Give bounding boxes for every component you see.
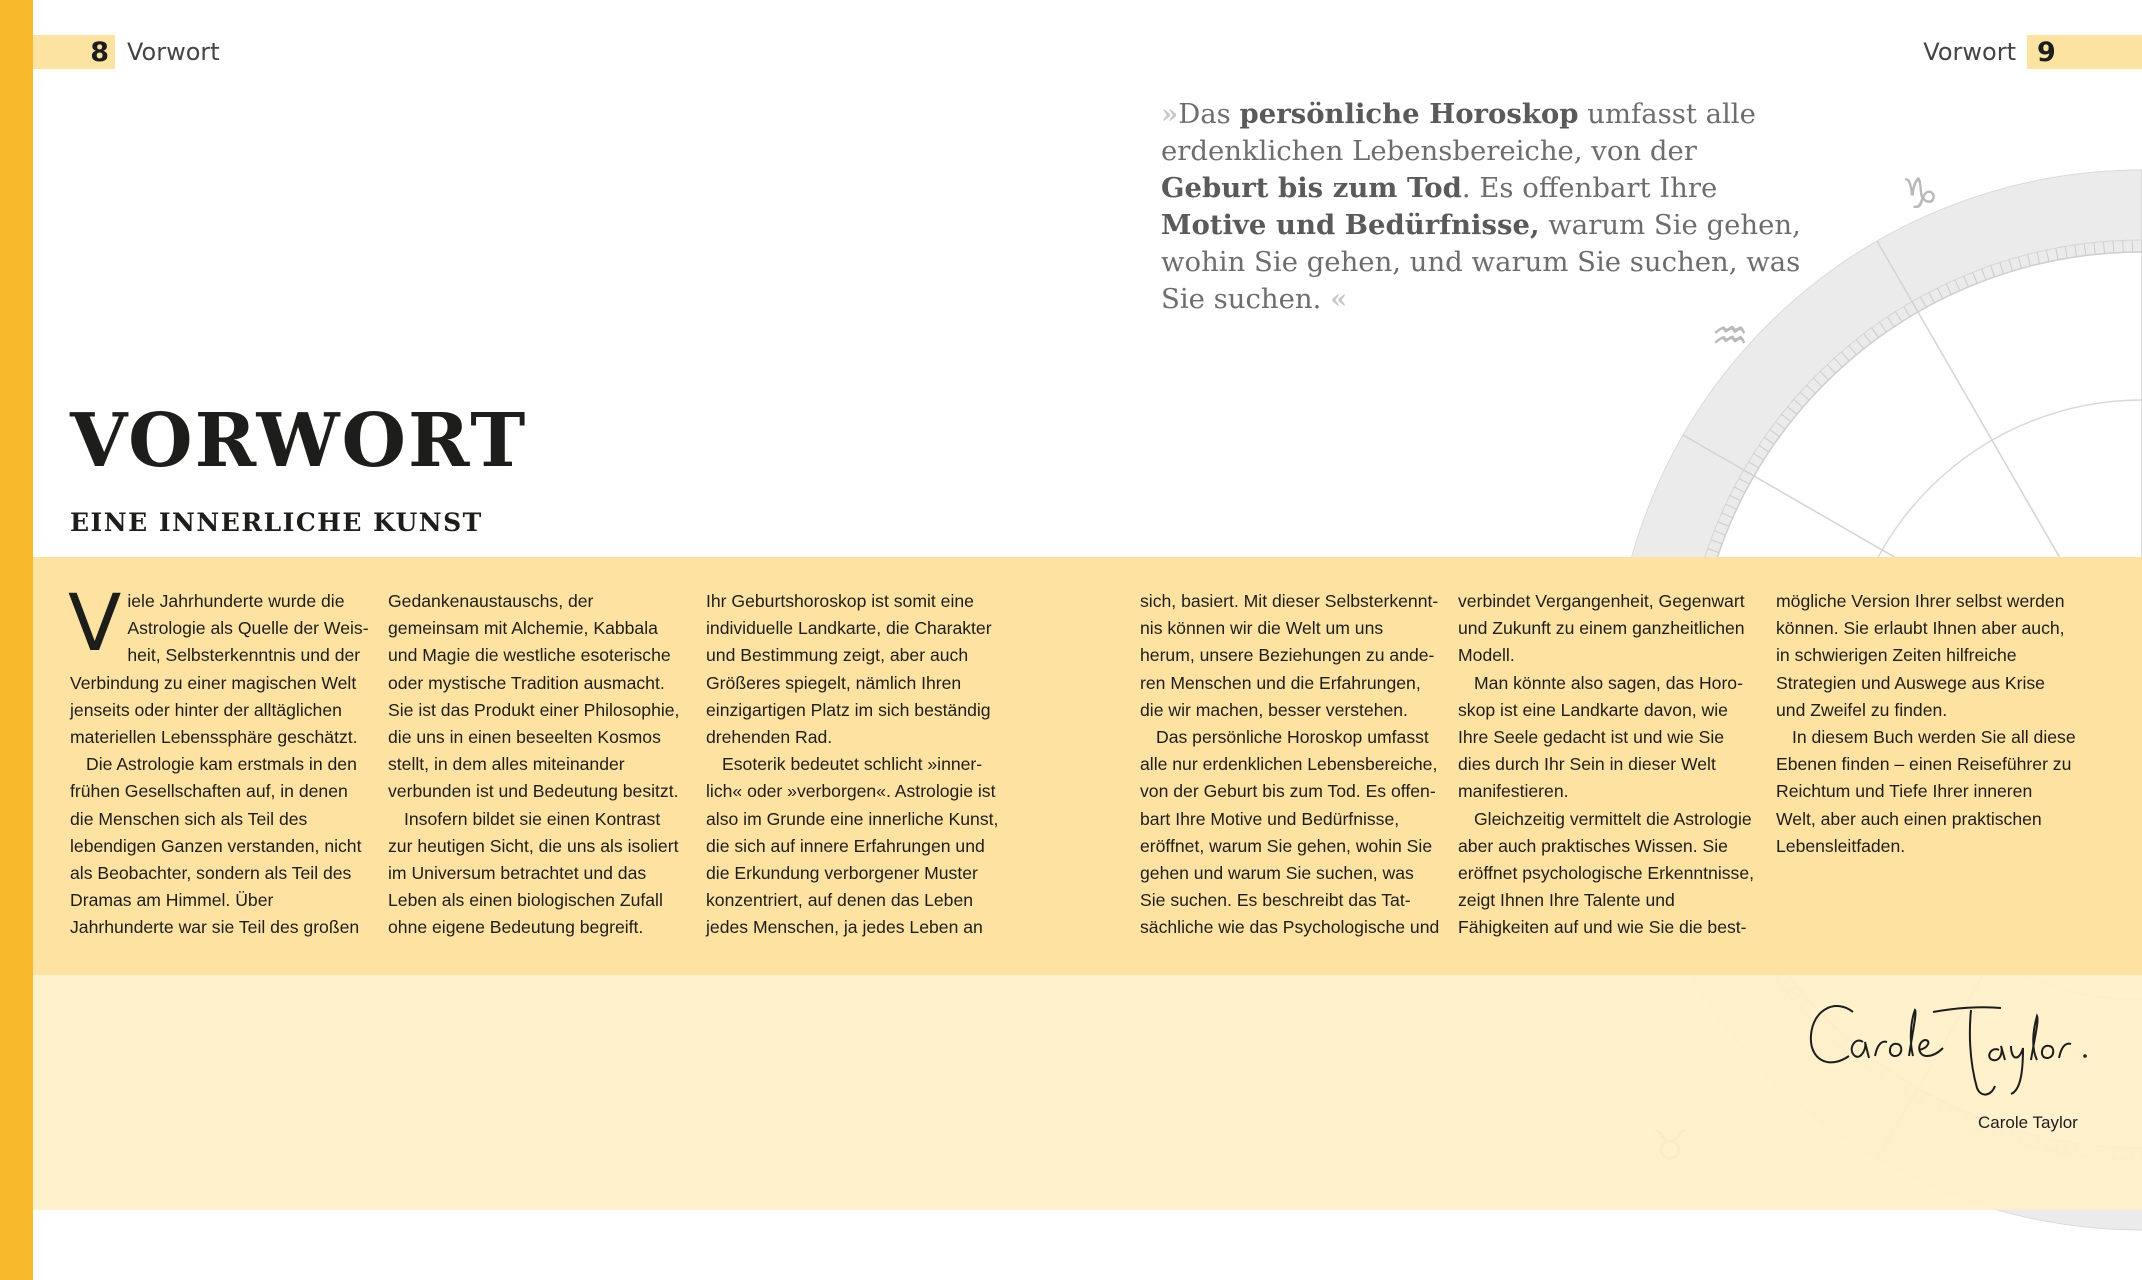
paragraph: Das persönliche Horoskop umfasst alle nur erdenklichen Lebensbereiche, von der Geburt bis zum Tod. Es offenbart Ihre Motive und Bedürfnisse, eröffnet, warum Sie gehen, wohin Sie gehen und warum Sie suchen, was Sie suchen. Es beschreibt das Tatsächliche wie das Psychologische und bbox=[1140, 727, 1440, 938]
quote-open-mark: » bbox=[1161, 98, 1179, 130]
quote-close-mark: « bbox=[1330, 283, 1348, 315]
paragraph: Ihr Geburtshoroskop ist somit eine individuelle Landkarte, die Charakter und Bestimmung zeigt, aber auch Größeres spiegelt, nämlich Ihren einzigartigen Platz im sich beständig drehenden Rad. bbox=[706, 591, 992, 748]
paragraph: mögliche Version Ihrer selbst werden können. Sie erlaubt Ihnen aber auch, in schwierigen Zeiten hilfreiche Strategien und Auswege aus Krise und Zweifel zu finden. bbox=[1776, 591, 2065, 720]
pull-quote: »Das persönliche Horoskop umfasst alle erdenklichen Lebensbereiche, von der Geburt bis zum Tod. Es offenbart Ihre Motive und Bedürfnisse, warum Sie gehen, wohin Sie gehen, und warum Sie suchen, was Sie suchen. « bbox=[1161, 98, 1801, 315]
running-head-right: Vorwort bbox=[1923, 38, 2016, 66]
paragraph: Insofern bildet sie einen Kontrast zur heutigen Sicht, die uns als isoliert im Universum betrachtet und das Leben als einen biologischen Zufall ohne eigene Bedeutung begreift. bbox=[388, 808, 679, 938]
text-column-6 bbox=[1776, 588, 2076, 860]
text-column-1 bbox=[68, 579, 370, 942]
capricorn-glyph: ♑ bbox=[1901, 169, 1939, 218]
section-subtitle: EINE INNERLICHE KUNST bbox=[70, 508, 483, 537]
running-head-left: Vorwort bbox=[127, 38, 220, 66]
paragraph: sich, basiert. Mit dieser Selbsterkenntnis können wir die Welt um uns herum, unsere Beziehungen zu anderen Menschen und die Erfahrungen, die wir machen, besser verstehen. bbox=[1140, 591, 1439, 720]
paragraph: Man könnte also sagen, das Horoskop ist eine Landkarte davon, wie Ihre Seele gedacht ist und wie Sie dies durch Ihr Sein in dieser Welt manifestieren. bbox=[1458, 672, 1743, 802]
paragraph: In diesem Buch werden Sie all diese Ebenen finden – einen Reiseführer zu Reichtum und Tiefe Ihrer inneren Welt, aber auch einen praktischen Lebensleitfaden. bbox=[1776, 727, 2076, 856]
drop-cap: V bbox=[68, 579, 122, 669]
text-column-5 bbox=[1458, 588, 1758, 942]
author-name: Carole Taylor bbox=[1978, 1113, 2078, 1132]
text-column-4 bbox=[1140, 588, 1440, 942]
paragraph: Gedankenaustauschs, der gemeinsam mit Alchemie, Kabbala und Magie die westliche esoterische oder mystische Tradition ausmacht. Sie ist das Produkt einer Philosophie, die uns in einen beseelten Kosmos stellt, in dem alles miteinander verbunden ist und Bedeutung besitzt. bbox=[388, 591, 680, 802]
aquarius-glyph: ♒ bbox=[1711, 311, 1749, 360]
handwritten-signature bbox=[1805, 990, 2095, 1110]
page-number-right: 9 bbox=[2027, 35, 2142, 69]
paragraph: Esoterik bedeutet schlicht »innerlich« oder »verborgen«. Astrologie ist also im Grunde eine innerliche Kunst, die sich auf innere Erfahrungen und die Erkundung verborgener Muster konzentriert, auf denen das Leben jedes Menschen, ja jedes Leben an bbox=[706, 754, 999, 938]
page-number-left: 8 bbox=[33, 35, 115, 69]
text-column-2 bbox=[388, 588, 688, 942]
paragraph: Viele Jahrhunderte wurde die Astrologie als Quelle der Weisheit, Selbsterkenntnis und der Verbindung zu einer magischen Welt jenseits oder hinter der alltäglichen materiellen Lebenssphäre geschätzt. bbox=[68, 579, 369, 748]
paragraph: Gleichzeitig vermittelt die Astrologie aber auch praktisches Wissen. Sie eröffnet psychologische Erkenntnisse, zeigt Ihnen Ihre Talente und Fähigkeiten auf und wie Sie die best- bbox=[1458, 808, 1755, 938]
wheel-tick bbox=[2123, 240, 2124, 252]
page-title: VORWORT bbox=[70, 398, 528, 484]
paragraph: Die Astrologie kam erstmals in den frühen Gesellschaften auf, in denen die Menschen sich als Teil des lebendigen Ganzen verstanden, nicht als Beobachter, sondern als Teil des Dramas am Himmel. Über Jahrhunderte war sie Teil des großen bbox=[70, 754, 362, 938]
text-column-3 bbox=[706, 588, 1006, 942]
binding-strip bbox=[0, 0, 33, 1280]
paragraph: verbindet Vergangenheit, Gegenwart und Zukunft zu einem ganzheitlichen Modell. bbox=[1458, 591, 1745, 666]
